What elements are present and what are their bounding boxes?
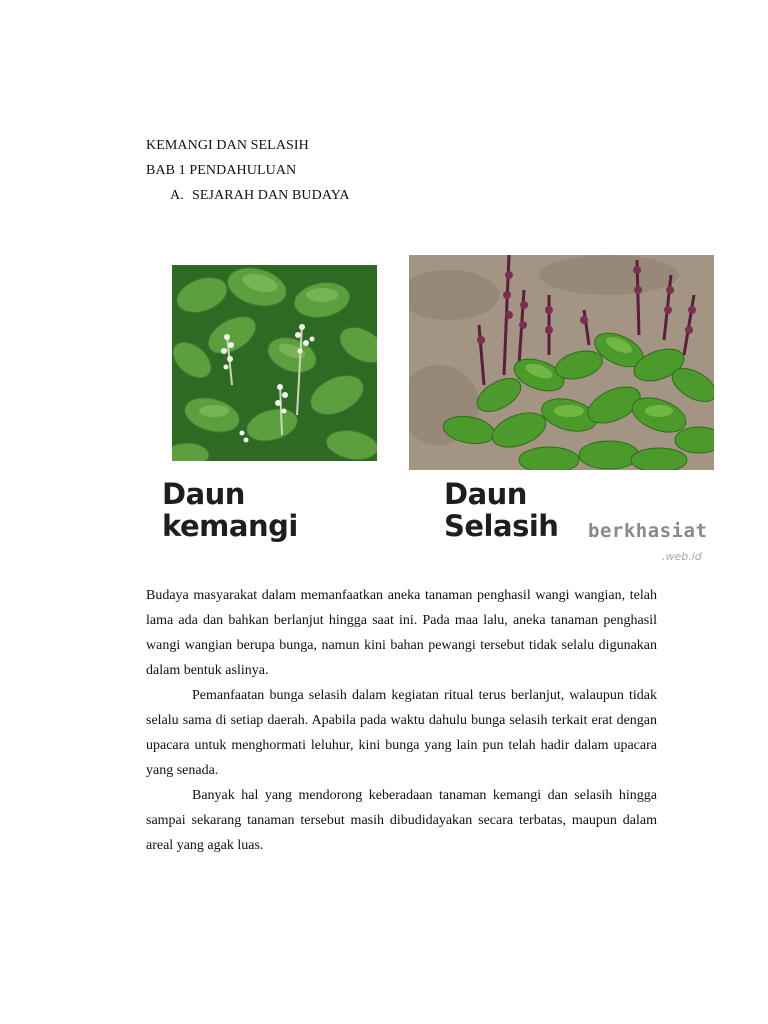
section-number: A. <box>170 188 184 203</box>
kemangi-plant-illustration <box>172 265 377 461</box>
paragraph: Pemanfaatan bunga selasih dalam kegiatan ritual terus berlanjut, walaupun tidak selalu sama di setiap daerah. Apabila pada waktu dahulu bunga selasih terkait erat dengan upacara untuk menghormati leluhur, kini bunga yang lain pun telah hadir dalam upacara yang senada. <box>146 688 657 778</box>
selasih-photo <box>409 255 714 470</box>
watermark-domain: .web.id <box>662 550 702 563</box>
section-heading <box>170 188 350 204</box>
caption-selasih: Daun Selasih <box>444 477 559 543</box>
paragraph: Banyak hal yang mendorong keberadaan tanaman kemangi dan selasih hingga sampai sekarang tanaman tersebut masih dibudidayakan secara terbatas, maupun dalam areal yang agak luas. <box>146 788 657 853</box>
document-title: KEMANGI DAN SELASIH <box>146 138 309 153</box>
kemangi-photo <box>172 265 377 461</box>
caption-kemangi: Daun kemangi <box>162 477 298 543</box>
watermark-brand: berkhasiat <box>588 520 708 542</box>
selasih-plant-illustration <box>409 255 714 470</box>
chapter-heading: BAB 1 PENDAHULUAN <box>146 163 297 178</box>
paragraph: Budaya masyarakat dalam memanfaatkan aneka tanaman penghasil wangi wangian, telah lama ada dan bahkan berlanjut hingga saat ini. Pada maa lalu, aneka tanaman penghasil wangi wangian berupa bunga, namun kini bahan pewangi tersebut tidak selalu digunakan dalam bentuk aslinya. <box>146 588 657 678</box>
section-title: SEJARAH DAN BUDAYA <box>192 188 350 203</box>
